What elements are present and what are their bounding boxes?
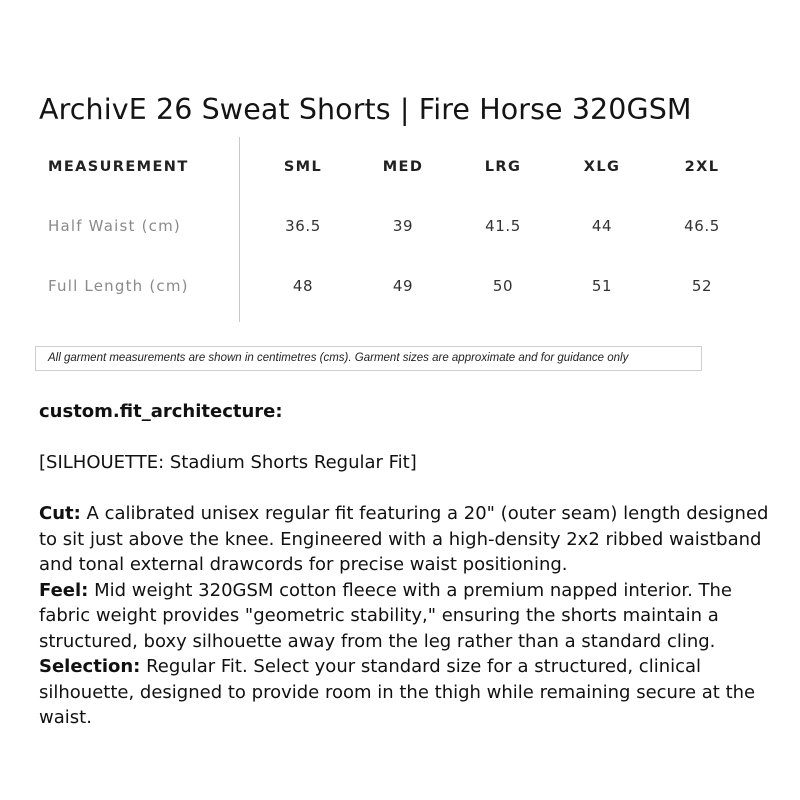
cell-half-waist-sml: 36.5 xyxy=(285,217,321,235)
feel-paragraph xyxy=(39,578,769,655)
cell-full-length-xlg: 51 xyxy=(591,277,613,295)
column-divider xyxy=(239,137,240,322)
cell-full-length-sml: 48 xyxy=(292,277,314,295)
cell-half-waist-med: 39 xyxy=(392,217,414,235)
selection-paragraph xyxy=(39,654,769,731)
cell-half-waist-xlg: 44 xyxy=(591,217,613,235)
header-measurement: MEASUREMENT xyxy=(48,159,189,175)
fit-architecture-heading: custom.fit_architecture: xyxy=(39,401,283,422)
row-label-full-length: Full Length (cm) xyxy=(48,277,189,295)
header-size-xlg: XLG xyxy=(583,159,621,175)
feel-label: Feel: xyxy=(39,579,89,601)
header-size-lrg: LRG xyxy=(484,159,522,175)
cell-half-waist-lrg: 41.5 xyxy=(485,217,521,235)
fit-description xyxy=(39,399,769,731)
cell-full-length-med: 49 xyxy=(392,277,414,295)
header-size-med: MED xyxy=(382,159,424,175)
silhouette-line: [SILHOUETTE: Stadium Shorts Regular Fit] xyxy=(39,452,417,473)
cell-full-length-lrg: 50 xyxy=(492,277,514,295)
row-label-half-waist: Half Waist (cm) xyxy=(48,217,181,235)
selection-text: Regular Fit. Select your standard size for a structured, clinical silhouette, designed to provide room in the thigh while remaining secure at the waist. xyxy=(39,656,756,728)
cut-text: A calibrated unisex regular fit featuring a 20" (outer seam) length designed to sit just above the knee. Engineered with a high-density 2x2 ribbed waistband and tonal external drawcords for precise waist positioning. xyxy=(39,503,769,575)
cell-full-length-2xl: 52 xyxy=(691,277,713,295)
cell-half-waist-2xl: 46.5 xyxy=(684,217,720,235)
header-size-2xl: 2XL xyxy=(684,159,720,175)
cut-paragraph xyxy=(39,501,769,578)
spacer xyxy=(39,425,769,451)
page-title: ArchivE 26 Sweat Shorts | Fire Horse 320GSM xyxy=(39,93,692,127)
selection-label: Selection: xyxy=(39,656,141,677)
size-chart-table xyxy=(0,135,800,325)
feel-text: Mid weight 320GSM cotton fleece with a premium napped interior. The fabric weight provides "geometric stability," ensuring the shorts maintain a structured, boxy silhouette away from the leg rather than a standard cling. xyxy=(39,579,732,652)
header-size-sml: SML xyxy=(283,159,323,175)
measurement-disclaimer: All garment measurements are shown in centimetres (cms). Garment sizes are approximate and for guidance only xyxy=(35,346,702,371)
cut-label: Cut: xyxy=(39,503,81,524)
spacer xyxy=(39,476,769,502)
